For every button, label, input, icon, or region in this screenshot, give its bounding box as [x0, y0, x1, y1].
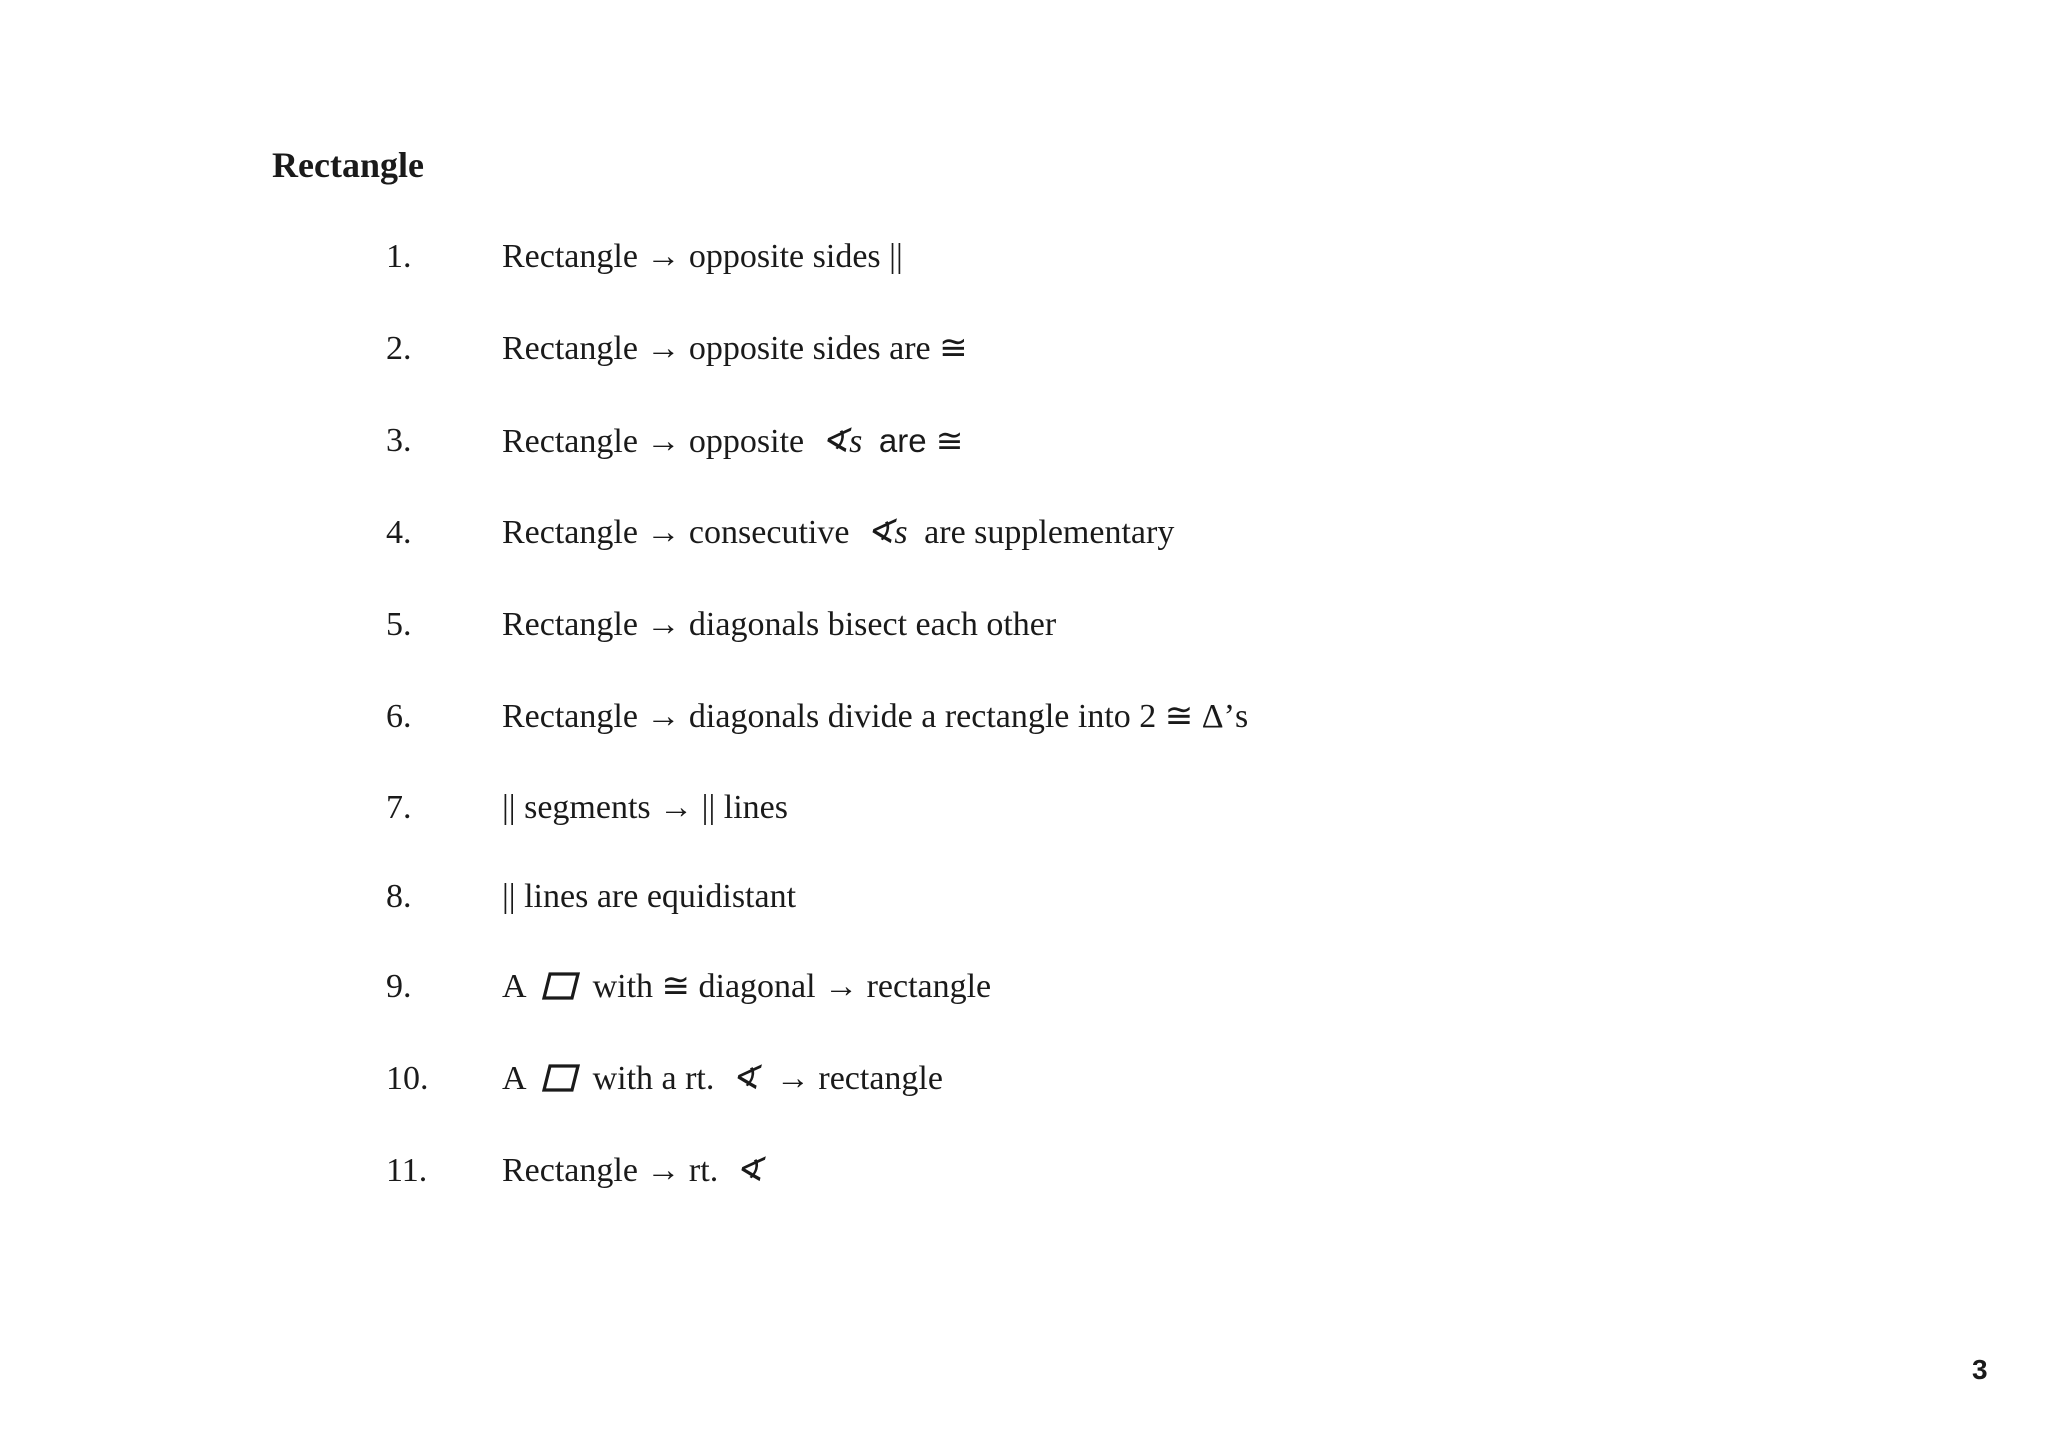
item-statement: Rectangle → diagonals bisect each other	[502, 606, 1057, 643]
statement-text: with ≅ diagonal → rectangle	[592, 968, 992, 1005]
statement-text: → rectangle	[775, 1060, 943, 1097]
list-item	[0, 1147, 2048, 1195]
list-item	[0, 1055, 2048, 1103]
list-item	[0, 963, 2048, 1011]
list-item	[0, 784, 2048, 832]
item-number: 8.	[386, 878, 412, 915]
angle-symbol: ∢	[730, 1060, 760, 1097]
item-statement	[502, 509, 1174, 557]
item-number: 4.	[386, 514, 412, 551]
statement-text: Rectangle → consecutive	[502, 514, 850, 551]
item-statement: || segments → || lines	[502, 789, 788, 826]
statement-text: A	[502, 968, 527, 1005]
item-number: 1.	[386, 238, 412, 275]
statement-text: Rectangle → rt.	[502, 1152, 719, 1189]
item-statement	[502, 1055, 943, 1103]
parallelogram-icon	[541, 1063, 581, 1093]
statement-text: with a rt.	[592, 1060, 715, 1097]
item-statement: || lines are equidistant	[502, 878, 797, 915]
angle-symbol: ∢s	[865, 514, 908, 551]
item-statement	[502, 417, 963, 466]
statement-text: Rectangle → opposite	[502, 423, 805, 460]
list-item	[0, 601, 2048, 649]
item-number: 3.	[386, 422, 412, 459]
list-item	[0, 693, 2048, 741]
item-statement: Rectangle → opposite sides are ≅	[502, 330, 968, 367]
list-item	[0, 873, 2048, 921]
section-heading: Rectangle	[272, 145, 424, 185]
item-number: 2.	[386, 330, 412, 367]
item-number: 5.	[386, 606, 412, 643]
item-number: 9.	[386, 968, 412, 1005]
item-number: 6.	[386, 698, 412, 735]
item-statement: Rectangle → diagonals divide a rectangle into 2 ≅ Δ’s	[502, 698, 1249, 735]
item-statement	[502, 963, 991, 1011]
item-statement	[502, 1147, 771, 1195]
list-item	[0, 417, 2048, 465]
list-item	[0, 509, 2048, 557]
angle-symbol: ∢s	[820, 423, 863, 460]
page-number: 3	[1972, 1354, 1988, 1385]
statement-text: are supplementary	[924, 514, 1175, 551]
item-statement: Rectangle → opposite sides ||	[502, 238, 903, 275]
angle-symbol: ∢	[734, 1152, 764, 1189]
parallelogram-icon	[541, 971, 581, 1001]
item-number: 7.	[386, 789, 412, 826]
statement-text: are ≅	[878, 422, 964, 459]
item-number: 11.	[386, 1152, 428, 1189]
statement-text: A	[502, 1060, 527, 1097]
list-item	[0, 233, 2048, 281]
item-number: 10.	[386, 1060, 429, 1097]
list-item	[0, 325, 2048, 373]
